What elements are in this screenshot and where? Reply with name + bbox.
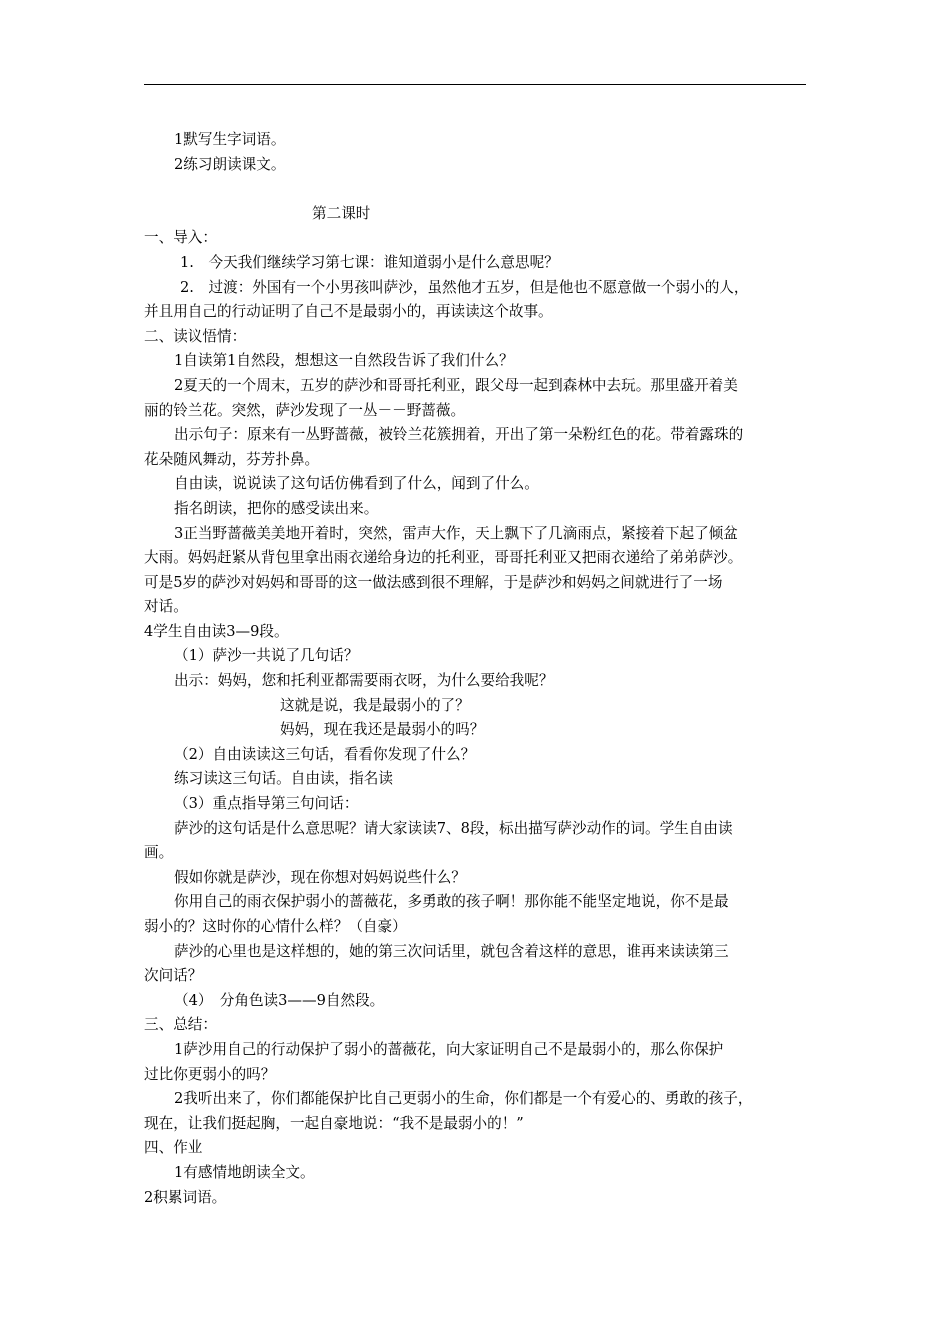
- show-sentence-2: 这就是说，我是最弱小的了？: [280, 696, 470, 714]
- reading-p12-line-1: 萨沙的心里也是这样想的，她的第三次问话里，就包含着这样的意思，谁再来读读第三: [174, 942, 729, 960]
- reading-p4: 自由读，说说读了这句话仿佛看到了什么，闻到了什么。: [174, 475, 539, 493]
- reading-p2-line-2: 丽的铃兰花。突然，萨沙发现了一丛－－野蔷薇。: [144, 401, 466, 419]
- reading-p6-line-2: 大雨。妈妈赶紧从背包里拿出雨衣递给身边的托利亚，哥哥托利亚又把雨衣递给了弟弟萨沙。: [144, 549, 743, 567]
- reading-p12-line-2: 次问话？: [144, 967, 203, 985]
- reading-p11-line-2: 弱小的？这时你的心情什么样？（自豪）: [144, 918, 407, 935]
- show-sentence-1: 出示：妈妈，您和托利亚都需要雨衣呀，为什么要给我呢？: [174, 672, 554, 690]
- blank-line: [144, 177, 808, 202]
- pre-item-2: 2练习朗读课文。: [174, 155, 286, 173]
- summary-p1-line-1: 1萨沙用自己的行动保护了弱小的蔷薇花，向大家证明自己不是最弱小的，那么你保护: [174, 1040, 724, 1058]
- intro-item-2-line-2: 并且用自己的行动证明了自己不是最弱小的，再读读这个故事。: [144, 303, 553, 321]
- pre-item-1: 1默写生字词语。: [174, 131, 286, 148]
- question-1: （1）萨沙一共说了几句话？: [174, 647, 359, 665]
- summary-p2-line-1: 2我听出来了，你们都能保护比自己更弱小的生命，你们都是一个有爱心的、勇敢的孩子，: [174, 1090, 753, 1108]
- reading-p10: 假如你就是萨沙，现在你想对妈妈说些什么？: [174, 868, 466, 886]
- section-heading-summary: 三、总结：: [144, 1016, 217, 1034]
- reading-p9-line-1: 萨沙的这句话是什么意思呢？请大家读读7、8段，标出描写萨沙动作的词。学生自由读: [174, 819, 733, 837]
- header-rule: [144, 84, 806, 85]
- summary-p1-line-2: 过比你更弱小的吗？: [144, 1065, 276, 1083]
- reading-p7: 4学生自由读3—9段。: [144, 622, 289, 640]
- section-heading-intro: 一、导入：: [144, 229, 217, 247]
- reading-p1: 1自读第1自然段，想想这一自然段告诉了我们什么？: [174, 352, 514, 370]
- reading-p3-line-1: 出示句子：原来有一丛野蔷薇，被铃兰花簇拥着，开出了第一朵粉红色的花。带着露珠的: [174, 426, 744, 444]
- intro-item-2-line-1: 2. 过渡：外国有一个小男孩叫萨沙，虽然他才五岁，但是他也不愿意做一个弱小的人，: [180, 278, 749, 296]
- homework-item-2: 2积累词语。: [144, 1188, 227, 1206]
- reading-p9-line-2: 画。: [144, 844, 174, 862]
- homework-item-1: 1有感情地朗读全文。: [174, 1163, 315, 1181]
- document-body: [144, 128, 808, 1210]
- reading-p3-line-2: 花朵随风舞动，芬芳扑鼻。: [144, 450, 320, 468]
- reading-p6-line-4: 对话。: [144, 598, 188, 616]
- reading-p2-line-1: 2夏天的一个周末，五岁的萨沙和哥哥托利亚，跟父母一起到森林中去玩。那里盛开着美: [174, 376, 738, 394]
- reading-p5: 指名朗读，把你的感受读出来。: [174, 499, 379, 517]
- lesson-title: 第二课时: [312, 204, 371, 222]
- show-sentence-3: 妈妈，现在我还是最弱小的吗？: [280, 721, 485, 739]
- intro-item-1: 1. 今天我们继续学习第七课：谁知道弱小是什么意思呢？: [180, 253, 559, 271]
- section-heading-homework: 四、作业: [144, 1139, 203, 1157]
- reading-p6-line-1: 3正当野蔷薇美美地开着时，突然，雷声大作，天上飘下了几滴雨点，紧接着下起了倾盆: [174, 524, 738, 542]
- reading-p6-line-3: 可是5岁的萨沙对妈妈和哥哥的这一做法感到很不理解，于是萨沙和妈妈之间就进行了一场: [144, 573, 723, 591]
- question-4: （4） 分角色读3——9自然段。: [174, 991, 385, 1009]
- reading-p11-line-1: 你用自己的雨衣保护弱小的蔷薇花，多勇敢的孩子啊！那你能不能坚定地说，你不是最: [174, 893, 729, 911]
- section-heading-reading: 二、读议悟情：: [144, 327, 247, 345]
- question-2: （2）自由读读这三句话，看看你发现了什么？: [174, 745, 476, 763]
- question-3: （3）重点指导第三句问话：: [174, 795, 359, 813]
- reading-p8: 练习读这三句话。自由读，指名读: [174, 770, 393, 788]
- summary-p2-line-2: 现在，让我们挺起胸，一起自豪地说：“我不是最弱小的！”: [144, 1114, 524, 1132]
